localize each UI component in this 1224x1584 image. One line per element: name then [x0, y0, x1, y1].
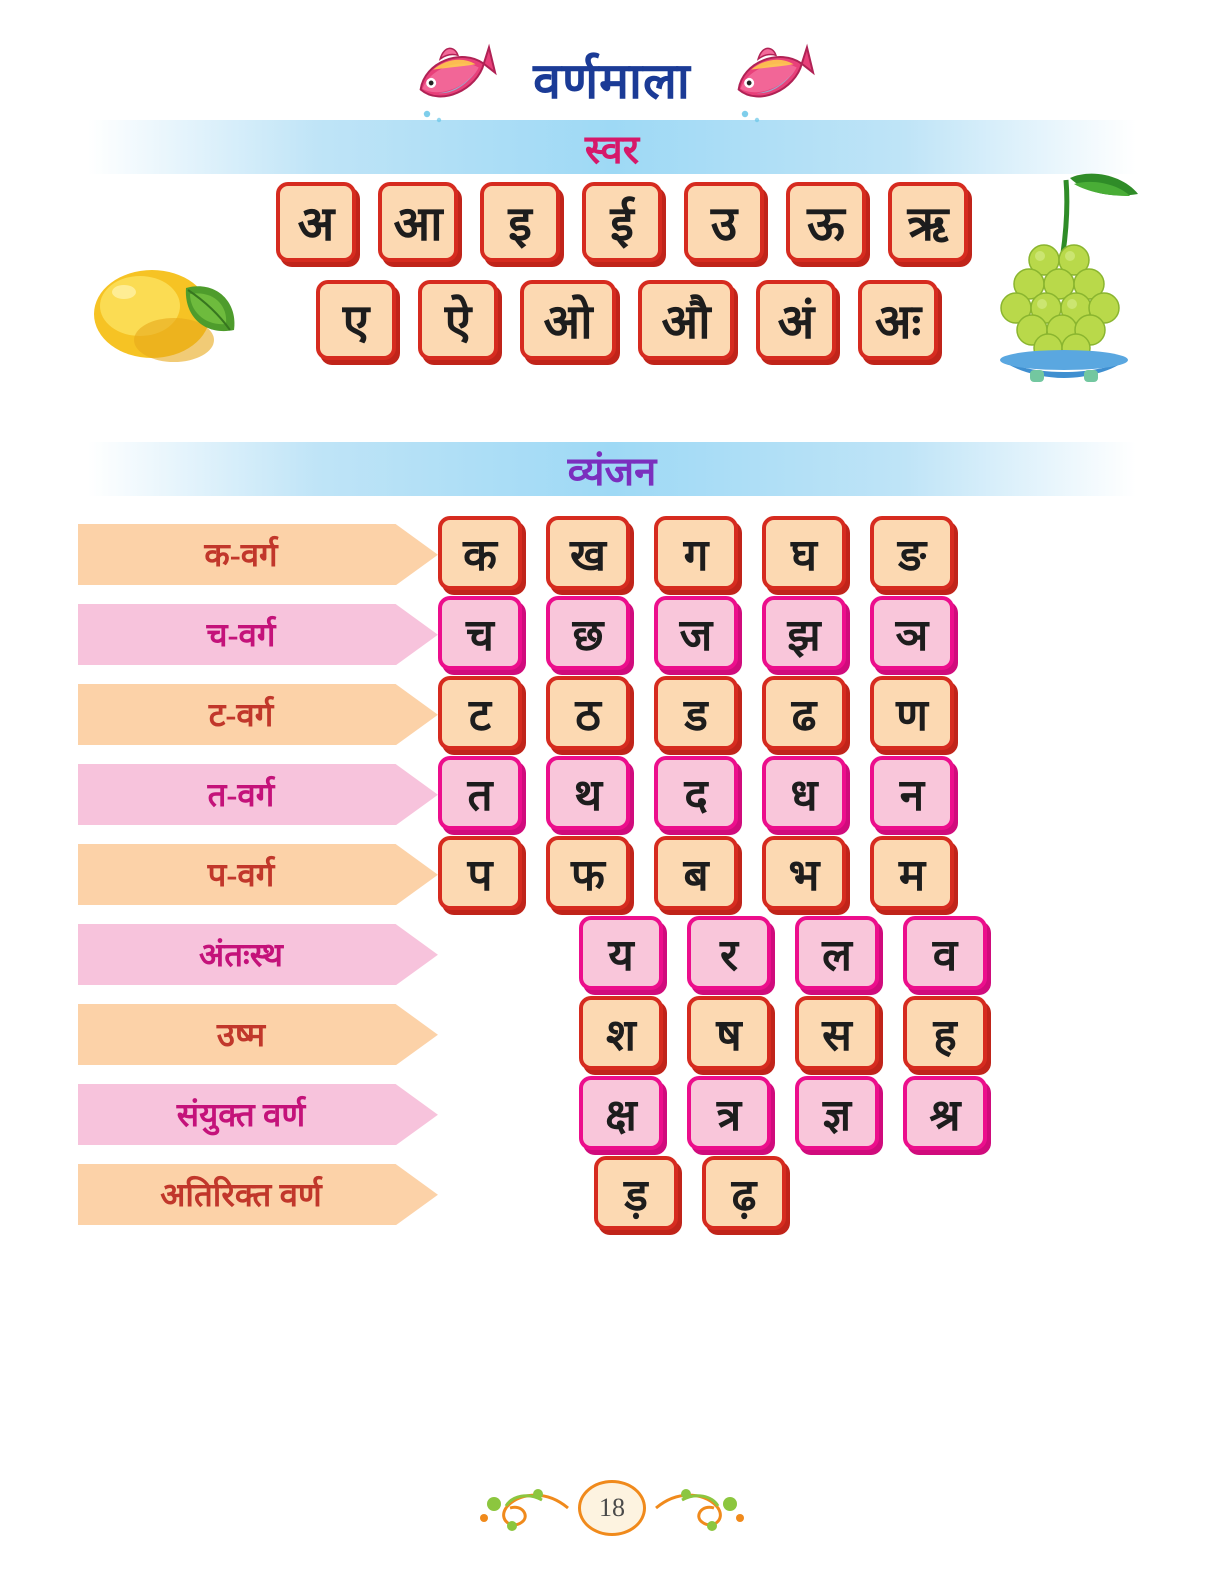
letter-tile[interactable]: घ	[762, 516, 846, 590]
letter-tile[interactable]: य	[579, 916, 663, 990]
group-label-antastha	[78, 924, 438, 982]
letter-row	[438, 1164, 1154, 1222]
letter-tile[interactable]: ट	[438, 676, 522, 750]
group-label-text: अंतःस्थ	[199, 937, 283, 974]
group-label-ta-varg-dental	[78, 764, 438, 822]
letter-tile[interactable]: प	[438, 836, 522, 910]
letter-tile[interactable]: ल	[795, 916, 879, 990]
letter-tile[interactable]: ख	[546, 516, 630, 590]
letter-tile[interactable]: र	[687, 916, 771, 990]
group-label-text: प-वर्ग	[207, 857, 275, 894]
vyanjan-letter-rows	[438, 518, 1154, 1222]
letter-tile[interactable]: ऐ	[418, 280, 498, 360]
letter-tile[interactable]: ष	[687, 996, 771, 1070]
page-number: 18	[578, 1480, 646, 1536]
letter-tile[interactable]: झ	[762, 596, 846, 670]
letter-tile[interactable]: ध	[762, 756, 846, 830]
letter-tile[interactable]: ग	[654, 516, 738, 590]
swar-heading: स्वर	[584, 126, 640, 172]
letter-tile[interactable]: अः	[858, 280, 938, 360]
group-label-cha-varg	[78, 604, 438, 662]
letter-tile[interactable]: ए	[316, 280, 396, 360]
letter-tile[interactable]: औ	[638, 280, 734, 360]
letter-tile[interactable]: ढ	[762, 676, 846, 750]
letter-row	[438, 844, 1154, 902]
letter-tile[interactable]: श	[579, 996, 663, 1070]
letter-tile[interactable]: ऋ	[888, 182, 968, 262]
letter-tile[interactable]: ण	[870, 676, 954, 750]
letter-tile[interactable]: ड	[654, 676, 738, 750]
letter-tile[interactable]: क	[438, 516, 522, 590]
letter-tile[interactable]: ब	[654, 836, 738, 910]
letter-tile[interactable]: उ	[684, 182, 764, 262]
fish-icon	[407, 34, 499, 124]
group-label-atirikt-varn	[78, 1164, 438, 1222]
fish-icon	[725, 34, 817, 124]
letter-row	[438, 684, 1154, 742]
swar-letters-area	[0, 182, 1224, 432]
letter-tile[interactable]: म	[870, 836, 954, 910]
letter-tile[interactable]: ऊ	[786, 182, 866, 262]
letter-tile[interactable]: स	[795, 996, 879, 1070]
letter-tile[interactable]: ज्ञ	[795, 1076, 879, 1150]
grapes-illustration	[974, 164, 1154, 384]
letter-tile[interactable]: ई	[582, 182, 662, 262]
letter-tile[interactable]: ठ	[546, 676, 630, 750]
letter-tile[interactable]: त	[438, 756, 522, 830]
page-title: वर्णमाला	[533, 53, 691, 109]
letter-tile[interactable]: व	[903, 916, 987, 990]
letter-row	[438, 524, 1154, 582]
letter-tile[interactable]: आ	[378, 182, 458, 262]
letter-tile[interactable]: अं	[756, 280, 836, 360]
letter-row	[438, 764, 1154, 822]
letter-tile[interactable]: ङ	[870, 516, 954, 590]
letter-row	[438, 604, 1154, 662]
letter-tile[interactable]: ह	[903, 996, 987, 1070]
letter-tile[interactable]: थ	[546, 756, 630, 830]
letter-tile[interactable]: ओ	[520, 280, 616, 360]
group-label-text: ट-वर्ग	[208, 697, 274, 734]
vyanjan-table	[0, 518, 1224, 1222]
group-label-text: त-वर्ग	[207, 777, 275, 814]
letter-tile[interactable]: द	[654, 756, 738, 830]
page-header	[0, 0, 1224, 110]
group-label-pa-varg	[78, 844, 438, 902]
group-label-ka-varg	[78, 524, 438, 582]
letter-tile[interactable]: भ	[762, 836, 846, 910]
vyanjan-group-labels	[78, 518, 438, 1222]
letter-tile[interactable]: छ	[546, 596, 630, 670]
letter-row	[438, 924, 1154, 982]
letter-tile[interactable]: न	[870, 756, 954, 830]
vyanjan-section-banner	[88, 442, 1136, 496]
letter-tile[interactable]: ज	[654, 596, 738, 670]
letter-tile[interactable]: ढ़	[702, 1156, 786, 1230]
letter-tile[interactable]: ञ	[870, 596, 954, 670]
letter-tile[interactable]: इ	[480, 182, 560, 262]
letter-tile[interactable]: च	[438, 596, 522, 670]
group-label-text: उष्म	[216, 1017, 266, 1054]
vyanjan-heading: व्यंजन	[567, 448, 657, 494]
letter-tile[interactable]: ड़	[594, 1156, 678, 1230]
group-label-text: च-वर्ग	[206, 617, 276, 654]
page-footer	[0, 1480, 1224, 1536]
letter-tile[interactable]: क्ष	[579, 1076, 663, 1150]
group-label-ta-varg-retroflex	[78, 684, 438, 742]
floral-flourish-icon	[472, 1482, 572, 1534]
group-label-text: संयुक्त वर्ण	[176, 1097, 306, 1134]
group-label-text: क-वर्ग	[204, 537, 278, 574]
letter-row	[438, 1004, 1154, 1062]
letter-tile[interactable]: त्र	[687, 1076, 771, 1150]
group-label-ushma	[78, 1004, 438, 1062]
letter-row	[438, 1084, 1154, 1142]
letter-tile[interactable]: फ	[546, 836, 630, 910]
letter-tile[interactable]: श्र	[903, 1076, 987, 1150]
mango-illustration	[78, 244, 248, 374]
floral-flourish-icon	[652, 1482, 752, 1534]
group-label-sanyukt-varn	[78, 1084, 438, 1142]
letter-tile[interactable]: अ	[276, 182, 356, 262]
group-label-text: अतिरिक्त वर्ण	[160, 1177, 322, 1214]
